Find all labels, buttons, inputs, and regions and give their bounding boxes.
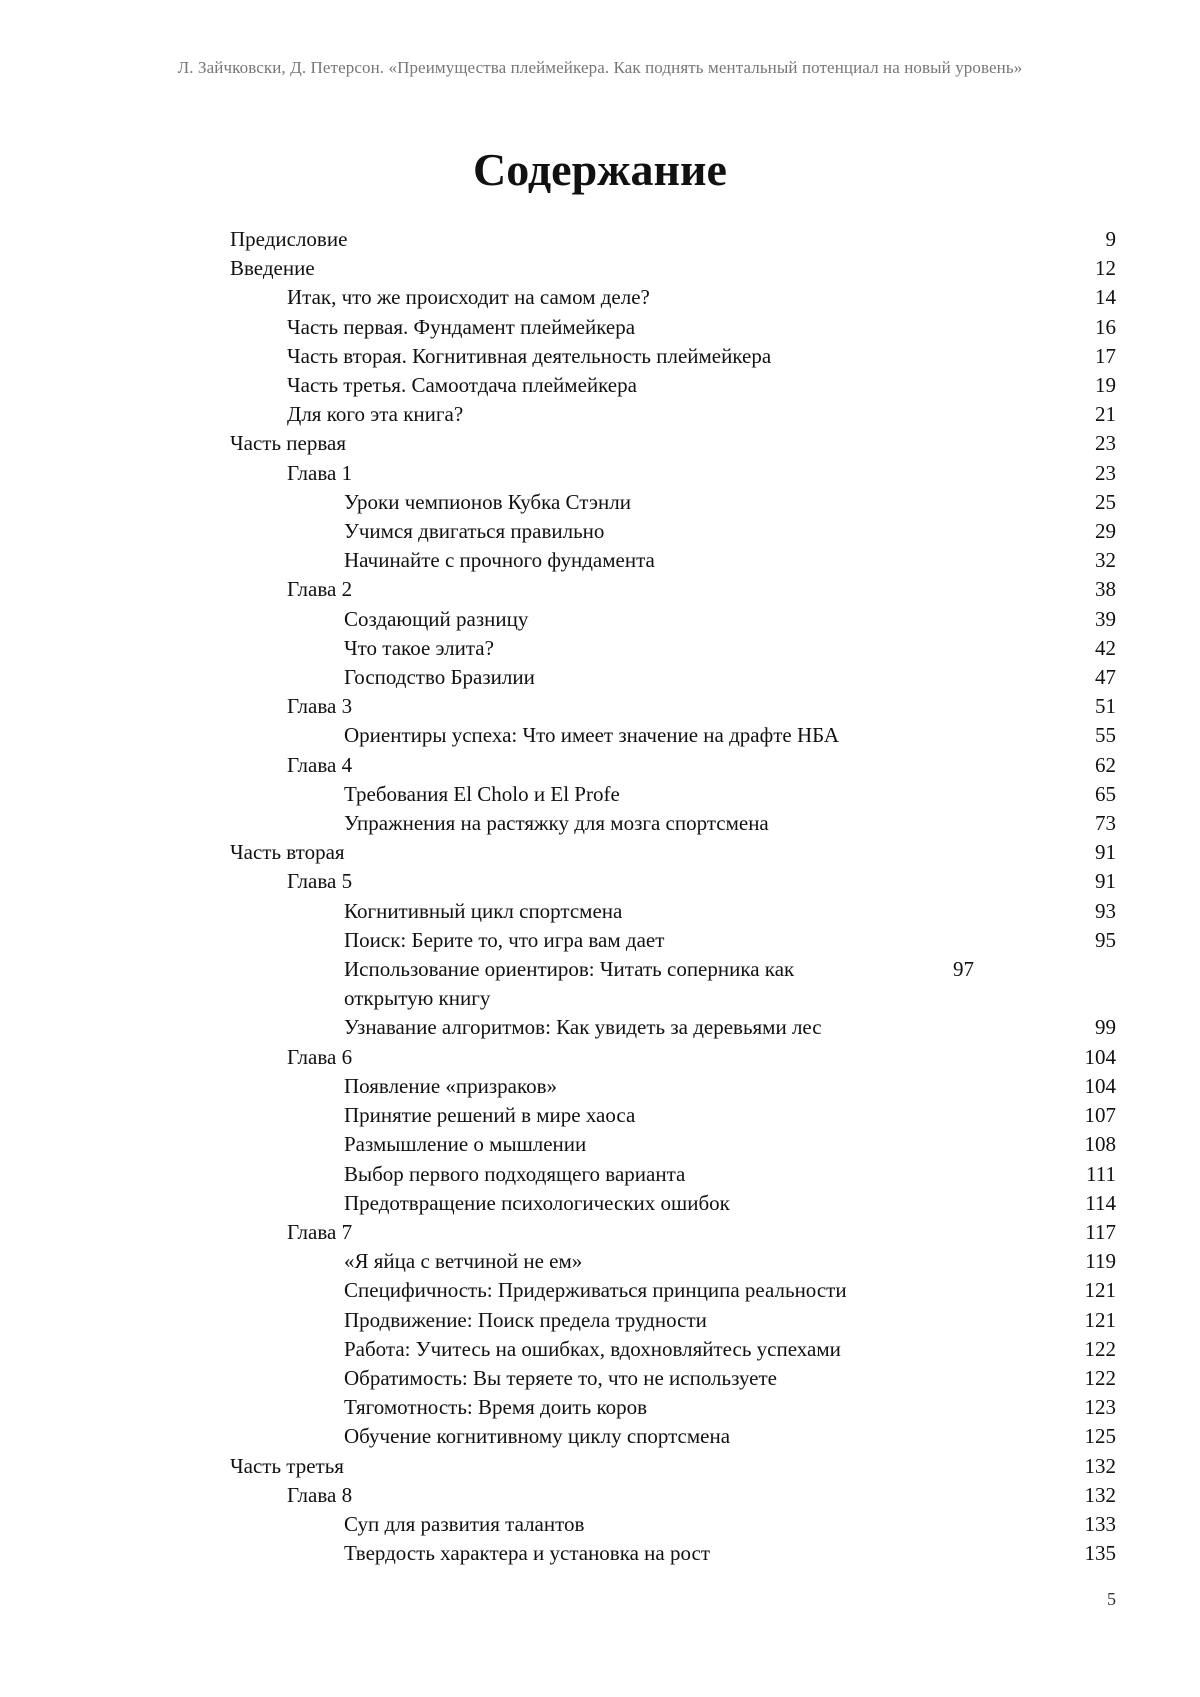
toc-entry-title: Часть вторая <box>230 840 345 865</box>
toc-entry[interactable] <box>230 1393 1116 1422</box>
toc-entry-page: 73 <box>1095 811 1116 836</box>
toc-entry-title: Узнавание алгоритмов: Как увидеть за деревьями лес <box>344 1015 822 1040</box>
toc-entry[interactable] <box>230 605 1116 634</box>
toc-entry[interactable] <box>230 1130 1116 1159</box>
toc-entry-title: Начинайте с прочного фундамента <box>344 548 655 573</box>
toc-entry[interactable] <box>230 371 1116 400</box>
toc-entry-page: 32 <box>1095 548 1116 573</box>
toc-entry[interactable] <box>230 488 1116 517</box>
toc-entry[interactable] <box>230 1335 1116 1364</box>
toc-entry[interactable] <box>230 809 1116 838</box>
toc-entry[interactable] <box>230 1247 1116 1276</box>
toc-entry-title: Обучение когнитивному циклу спортсмена <box>344 1424 731 1449</box>
toc-entry-title: Предотвращение психологических ошибок <box>344 1190 730 1215</box>
toc-entry-page: 9 <box>1105 227 1116 251</box>
toc-entry-page: 29 <box>1095 519 1116 544</box>
toc-entry[interactable] <box>230 867 1116 896</box>
toc-entry[interactable] <box>230 838 1116 867</box>
toc-entry-title: Появление «призраков» <box>344 1073 558 1098</box>
toc-entry-title: Глава 4 <box>287 752 353 777</box>
toc-entry-page: 111 <box>1086 1161 1116 1186</box>
toc-entry-page: 125 <box>1084 1424 1116 1449</box>
toc-entry-page: 51 <box>1095 694 1116 719</box>
toc-entry[interactable] <box>230 1189 1116 1218</box>
toc-entry[interactable] <box>230 1072 1116 1101</box>
toc-entry-title: Введение <box>230 256 315 281</box>
toc-entry-title: Учимся двигаться правильно <box>344 519 605 544</box>
toc-entry[interactable] <box>230 634 1116 663</box>
toc-entry-title: Глава 8 <box>287 1482 353 1507</box>
toc-entry-title: Часть третья <box>230 1453 344 1478</box>
toc-entry-page: 23 <box>1095 460 1116 485</box>
toc-entry[interactable] <box>230 546 1116 575</box>
toc-entry-page: 23 <box>1095 431 1116 456</box>
toc-entry-title: Глава 6 <box>287 1044 353 1069</box>
toc-entry-title: Поиск: Берите то, что игра вам дает <box>344 927 665 952</box>
toc-entry-title: Глава 3 <box>287 694 353 719</box>
running-header: Л. Зайчковски, Д. Петерсон. «Преимущества плеймейкера. Как поднять ментальный потенциал на новый уровень» <box>177 58 1023 77</box>
toc-entry-title: Господство Бразилии <box>344 665 535 690</box>
toc-entry-title: Ориентиры успеха: Что имеет значение на драфте НБА <box>344 723 840 748</box>
toc-entry-page: 39 <box>1095 606 1116 631</box>
toc-entry-title: Глава 2 <box>287 577 353 602</box>
toc-entry[interactable] <box>230 1481 1116 1510</box>
toc-entry-page: 25 <box>1095 489 1116 514</box>
toc-entry-title: Глава 7 <box>287 1219 353 1244</box>
toc-entry-title: Часть третья. Самоотдача плеймейкера <box>287 373 637 398</box>
toc-entry-title: Требования El Cholo и El Profe <box>344 781 620 806</box>
toc-entry-title: Продвижение: Поиск предела трудности <box>344 1307 707 1332</box>
toc-entry-page: 122 <box>1084 1336 1116 1361</box>
toc-entry-page: 107 <box>1084 1103 1116 1128</box>
toc-entry[interactable] <box>230 459 1116 488</box>
toc-entry-title: Для кого эта книга? <box>287 402 464 427</box>
toc-entry[interactable] <box>230 1452 1116 1481</box>
toc-entry-page: 38 <box>1095 577 1116 602</box>
toc-entry[interactable] <box>230 429 1116 458</box>
toc-entry-page: 91 <box>1095 869 1116 894</box>
toc-entry-page: 55 <box>1095 723 1116 748</box>
toc-entry-title: Тягомотность: Время доить коров <box>344 1395 647 1420</box>
toc-entry-title: Специфичность: Придерживаться принципа реальности <box>344 1278 847 1303</box>
toc-entry[interactable] <box>230 663 1116 692</box>
toc-entry[interactable] <box>230 1160 1116 1189</box>
toc-entry-title: Работа: Учитесь на ошибках, вдохновляйтесь успехами <box>344 1336 841 1361</box>
toc-entry-page: 99 <box>1095 1015 1116 1040</box>
toc-entry-title: Предисловие <box>230 227 348 251</box>
toc-entry-title: Уроки чемпионов Кубка Стэнли <box>344 489 631 514</box>
toc-entry[interactable] <box>230 1043 1116 1072</box>
toc-entry-page: 65 <box>1095 781 1116 806</box>
toc-entry-page: 104 <box>1084 1073 1116 1098</box>
toc-entry-title: Часть вторая. Когнитивная деятельность плеймейкера <box>287 343 772 368</box>
toc-entry[interactable] <box>230 1539 1116 1568</box>
toc-entry[interactable] <box>230 400 1116 429</box>
toc-entry-page: 19 <box>1095 373 1116 398</box>
page-title: Содержание <box>473 144 727 195</box>
toc-entry-page: 62 <box>1095 752 1116 777</box>
toc-entry-page: 133 <box>1084 1511 1116 1536</box>
toc-entry[interactable] <box>230 692 1116 721</box>
toc-entry[interactable] <box>230 780 1116 809</box>
toc-entry[interactable] <box>230 897 1116 926</box>
toc-entry-page: 121 <box>1084 1307 1116 1332</box>
toc-entry-page: 135 <box>1084 1541 1116 1566</box>
toc-entry-title: Когнитивный цикл спортсмена <box>344 898 623 923</box>
toc-entry-page: 132 <box>1084 1453 1116 1478</box>
toc-entry-title: Размышление о мышлении <box>344 1132 587 1157</box>
toc-entry[interactable] <box>230 1422 1116 1451</box>
toc-entry[interactable] <box>230 254 1116 283</box>
toc-entry[interactable] <box>230 955 1116 1013</box>
toc-entry[interactable] <box>230 342 1116 371</box>
toc-entry[interactable] <box>230 721 1116 750</box>
toc-entry-page: 119 <box>1085 1249 1116 1274</box>
toc-entry[interactable] <box>230 575 1116 604</box>
toc-entry-title: Часть первая <box>230 431 346 456</box>
toc-entry-title: Принятие решений в мире хаоса <box>344 1103 636 1128</box>
toc-entry[interactable] <box>230 1101 1116 1130</box>
toc-entry-title: Часть первая. Фундамент плеймейкера <box>287 314 636 339</box>
toc-entry-page: 121 <box>1084 1278 1116 1303</box>
toc-entry-title: Выбор первого подходящего варианта <box>344 1161 686 1186</box>
toc-entry-page: 91 <box>1095 840 1116 865</box>
toc-entry-page: 16 <box>1095 314 1116 339</box>
toc-entry[interactable] <box>230 926 1116 955</box>
toc-entry-page: 47 <box>1095 665 1116 690</box>
toc-entry[interactable] <box>230 1364 1116 1393</box>
toc-entry-page: 21 <box>1095 402 1116 427</box>
page-number: 5 <box>1107 1589 1116 1609</box>
table-of-contents <box>230 225 1116 1568</box>
toc-entry-page: 17 <box>1095 343 1116 368</box>
toc-entry[interactable] <box>230 225 1116 254</box>
toc-entry-title: Твердость характера и установка на рост <box>344 1541 711 1566</box>
toc-entry[interactable] <box>230 1306 1116 1335</box>
toc-entry-page: 132 <box>1084 1482 1116 1507</box>
toc-entry-title: Суп для развития талантов <box>344 1511 585 1536</box>
toc-entry[interactable] <box>230 1013 1116 1042</box>
toc-entry-title: «Я яйца с ветчиной не ем» <box>344 1249 583 1274</box>
toc-entry-page: 95 <box>1095 927 1116 952</box>
toc-entry-page: 12 <box>1095 256 1116 281</box>
toc-entry-title: Создающий разницу <box>344 606 529 631</box>
toc-entry[interactable] <box>230 1276 1116 1305</box>
toc-entry[interactable] <box>230 1218 1116 1247</box>
toc-entry-title: Обратимость: Вы теряете то, что не используете <box>344 1365 778 1390</box>
toc-entry-title: Упражнения на растяжку для мозга спортсмена <box>344 811 769 836</box>
toc-entry-page: 104 <box>1084 1044 1116 1069</box>
toc-entry[interactable] <box>230 313 1116 342</box>
toc-entry-page: 97 <box>953 957 974 982</box>
toc-entry-title: Что такое элита? <box>344 635 494 660</box>
toc-entry-page: 122 <box>1084 1365 1116 1390</box>
toc-entry-title: Итак, что же происходит на самом деле? <box>287 285 650 310</box>
toc-entry-page: 114 <box>1085 1190 1116 1215</box>
toc-entry-title: Глава 1 <box>287 460 353 485</box>
toc-entry-page: 14 <box>1095 285 1116 310</box>
toc-entry-title: Глава 5 <box>287 869 353 894</box>
toc-entry[interactable] <box>230 751 1116 780</box>
toc-entry-page: 108 <box>1084 1132 1116 1157</box>
toc-entry-page: 123 <box>1084 1395 1116 1420</box>
toc-entry-page: 117 <box>1085 1219 1116 1244</box>
toc-entry-title: Использование ориентиров: Читать соперника как открытую книгу <box>344 957 795 1011</box>
toc-entry[interactable] <box>230 283 1116 312</box>
toc-entry-page: 42 <box>1095 635 1116 660</box>
toc-entry[interactable] <box>230 517 1116 546</box>
toc-entry[interactable] <box>230 1510 1116 1539</box>
toc-entry-page: 93 <box>1095 898 1116 923</box>
